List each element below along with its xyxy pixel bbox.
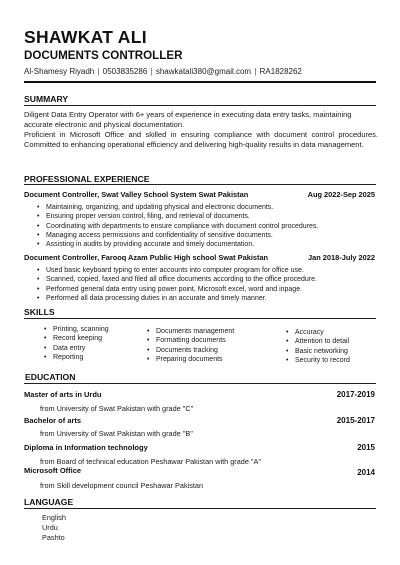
contact-line: Al-Shamesy Riyadh | 0503835286 | shawkatali380@gmail.com | RA1828262 bbox=[24, 67, 302, 76]
list-item: Urdu bbox=[42, 523, 58, 532]
candidate-name: SHAWKAT ALI bbox=[24, 27, 147, 47]
language-heading: LANGUAGE bbox=[24, 497, 74, 507]
list-item: • Data entry bbox=[44, 344, 109, 353]
contact-phone: 0503835286 bbox=[102, 67, 148, 76]
language-list bbox=[42, 513, 66, 543]
list-item: • Ensuring proper version control, filing, and retrieval of documents. bbox=[37, 212, 318, 221]
list-item: • Used basic keyboard typing to enter accounts into computer program for office use. bbox=[37, 266, 317, 275]
summary-paragraph-2: Proficient in Microsoft Office and skilled in ensuring compliance with document control procedures. Committed to enhancing operational efficiency and delivering high-quality results in data management. bbox=[24, 130, 378, 149]
degree-year-4: 2014 bbox=[357, 468, 375, 477]
education-heading: EDUCATION bbox=[25, 372, 76, 382]
list-item: • Maintaining, organizing, and updating physical and electronic documents. bbox=[37, 203, 318, 212]
skills-heading: SKILLS bbox=[24, 307, 55, 317]
language-divider bbox=[24, 508, 376, 509]
contact-id: RA1828262 bbox=[259, 67, 302, 76]
job-dates-1: Aug 2022-Sep 2025 bbox=[307, 190, 375, 199]
experience-heading: PROFESSIONAL EXPERIENCE bbox=[24, 174, 150, 184]
degree-3: Diploma in Information technology bbox=[24, 443, 148, 452]
degree-1: Master of arts in Urdu bbox=[24, 390, 102, 399]
list-item: • Documents management bbox=[147, 327, 234, 336]
summary-divider bbox=[24, 105, 376, 106]
list-item: • Performed all data processing duties in an accurate and timely manner. bbox=[37, 294, 317, 303]
skills-column-2 bbox=[147, 327, 234, 364]
list-item: • Security to record bbox=[286, 356, 350, 365]
list-item: • Scanned, copied, faxed and filed all office documents according to the office procedure. bbox=[37, 275, 317, 284]
degree-4: Microsoft Office bbox=[24, 466, 82, 475]
degree-institution-4: from Skill development council Peshawar Pakistan bbox=[40, 481, 204, 490]
list-item: • Reporting bbox=[44, 353, 109, 362]
list-item: • Printing, scanning bbox=[44, 325, 109, 334]
degree-institution-3: from Board of technical education Peshawar Pakistan with grade "A" bbox=[40, 457, 261, 466]
education-divider bbox=[24, 383, 376, 384]
job-title: DOCUMENTS CONTROLLER bbox=[24, 49, 183, 62]
skills-divider bbox=[24, 318, 376, 319]
job-title-1: Document Controller, Swat Valley School System Swat Pakistan bbox=[24, 190, 249, 199]
degree-institution-1: from University of Swat Pakistan with grade "C" bbox=[40, 404, 194, 413]
contact-address: Al-Shamesy Riyadh bbox=[24, 67, 95, 76]
contact-email: shawkatali380@gmail.com bbox=[155, 67, 252, 76]
list-item: • Formatting documents bbox=[147, 336, 234, 345]
list-item: • Accuracy bbox=[286, 328, 350, 337]
skills-column-3 bbox=[286, 328, 350, 365]
job-bullets-1 bbox=[37, 203, 318, 249]
summary-heading: SUMMARY bbox=[24, 94, 69, 104]
list-item: • Documents tracking bbox=[147, 346, 234, 355]
summary-paragraph-1: Diligent Data Entry Operator with 6+ years of experience in executing data entry tasks, maintaining accurate electronic and physical documentation. bbox=[24, 110, 352, 129]
list-item: • Managing access permissions and confidentiality of sensitive documents. bbox=[37, 231, 318, 240]
list-item: • Basic networking bbox=[286, 347, 350, 356]
list-item: Pashto bbox=[42, 533, 65, 542]
degree-year-3: 2015 bbox=[357, 443, 375, 452]
list-item: • Attention to detail bbox=[286, 337, 350, 346]
list-item: • Performed general data entry using power point, Microsoft excel, word and inpage. bbox=[37, 285, 317, 294]
list-item: English bbox=[42, 513, 66, 522]
header-divider bbox=[24, 81, 376, 83]
degree-2: Bachelor of arts bbox=[24, 416, 82, 425]
list-item: • Record keeping bbox=[44, 334, 109, 343]
degree-institution-2: from University of Swat Pakistan with grade "B" bbox=[40, 429, 193, 438]
list-item: • Preparing documents bbox=[147, 355, 234, 364]
experience-divider bbox=[24, 184, 376, 185]
list-item: • Coordinating with departments to ensure compliance with document control procedures. bbox=[37, 222, 318, 231]
skills-column-1 bbox=[44, 325, 109, 362]
degree-year-2: 2015-2017 bbox=[336, 416, 375, 425]
job-title-2: Document Controller, Farooq Azam Public High school Swat Pakistan bbox=[24, 253, 269, 262]
job-bullets-2 bbox=[37, 266, 317, 303]
job-dates-2: Jan 2018-July 2022 bbox=[308, 253, 375, 262]
list-item: • Assisting in audits by providing accurate and timely documentation. bbox=[37, 240, 318, 249]
degree-year-1: 2017-2019 bbox=[336, 390, 375, 399]
